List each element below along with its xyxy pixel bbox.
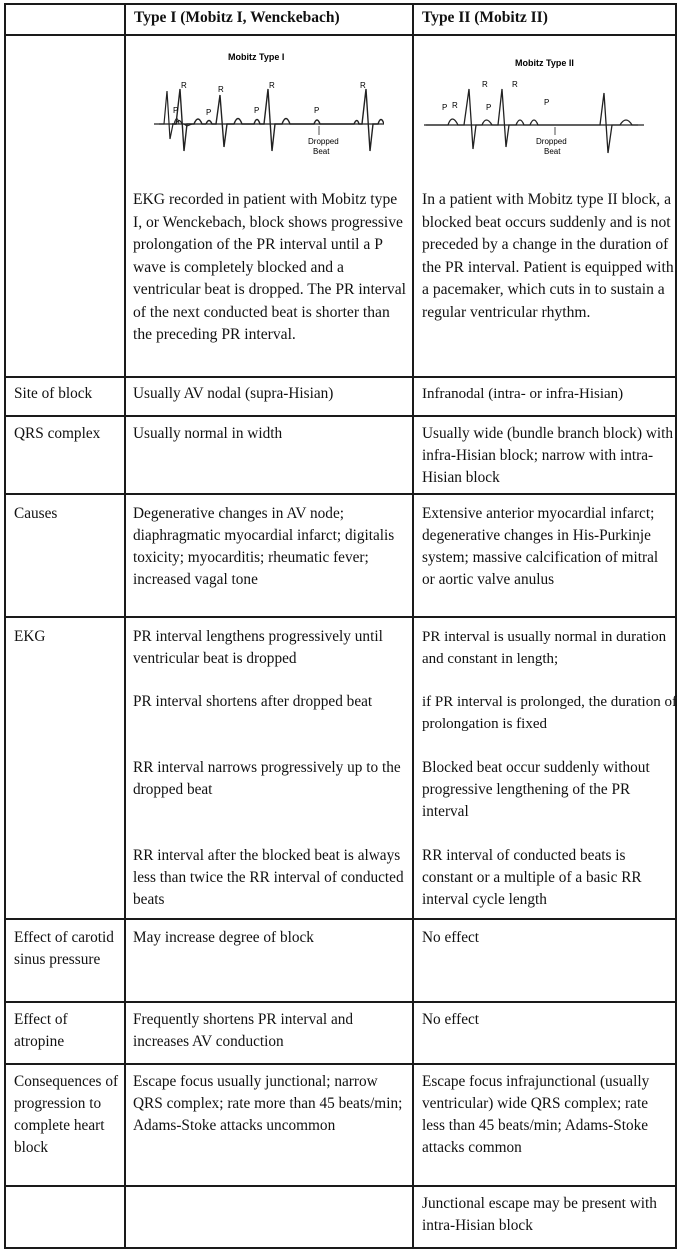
row-divider bbox=[4, 415, 677, 417]
causes-type-1: Degenerative changes in AV node; diaphragmatic myocardial infarct; digitalis toxicity; myocarditis; rheumatic fever; increased vagal tone bbox=[133, 505, 395, 588]
wave-label: R bbox=[482, 80, 488, 89]
site-of-block-type-2: Infranodal (intra- or infra-Hisian) bbox=[422, 386, 624, 402]
wave-label: R bbox=[452, 101, 458, 110]
row-divider bbox=[4, 493, 677, 495]
header-type-1: Type I (Mobitz I, Wenckebach) bbox=[134, 9, 340, 26]
dropped-beat-label: Beat bbox=[544, 147, 561, 156]
caption-type-2: In a patient with Mobitz type II block, a blocked beat occurs suddenly and is not preceded by a change in the duration of the PR interval. Patient is equipped with a pacemaker, which cuts in to sustain a regular ventricular rhythm. bbox=[422, 191, 674, 321]
ekg-type-2-item: if PR interval is prolonged, the duration of prolongation is fixed bbox=[422, 694, 677, 732]
row-label-atropine: Effect of atropine bbox=[14, 1011, 68, 1050]
ekg-type-1-item: PR interval lengthens progressively until ventricular beat is dropped bbox=[133, 628, 383, 667]
ekg-title-type-2: Mobitz Type II bbox=[515, 58, 574, 68]
qrs-complex-type-2: Usually wide (bundle branch block) with infra-Hisian block; narrow with intra-Hisian block bbox=[422, 425, 674, 486]
ekg-type-1-item: PR interval shortens after dropped beat bbox=[133, 693, 373, 710]
qrs-complex bbox=[247, 89, 294, 151]
wave-label: P bbox=[544, 98, 550, 107]
ekg-figure-mobitz-type-1 bbox=[154, 51, 384, 161]
ekg-type-2-item: RR interval of conducted beats is constant or a multiple of a basic RR interval cycle length bbox=[422, 847, 642, 908]
carotid-type-1: May increase degree of block bbox=[133, 929, 314, 946]
row-divider bbox=[4, 616, 677, 618]
consequences-type-1: Escape focus usually junctional; narrow QRS complex; rate more than 45 beats/min; Adams-Stoke attacks uncommon bbox=[133, 1073, 403, 1134]
comparison-table bbox=[4, 3, 677, 1249]
wave-label: R bbox=[512, 80, 518, 89]
row-label-qrs-complex: QRS complex bbox=[14, 425, 101, 442]
site-of-block-type-1: Usually AV nodal (supra-Hisian) bbox=[133, 385, 334, 402]
row-divider bbox=[4, 918, 677, 920]
atropine-type-1: Frequently shortens PR interval and increases AV conduction bbox=[133, 1011, 354, 1050]
row-divider bbox=[4, 34, 677, 36]
ekg-trace-type-2 bbox=[424, 53, 644, 163]
causes-type-2: Extensive anterior myocardial infarct; degenerative changes in His-Purkinje system; massive calcification of mitral or aortic valve anulus bbox=[422, 505, 659, 588]
ekg-figure-mobitz-type-2 bbox=[424, 53, 644, 163]
row-label-carotid-sinus-pressure: Effect of carotid sinus pressure bbox=[14, 929, 114, 968]
row-divider bbox=[4, 1185, 677, 1187]
wave-label: R bbox=[269, 81, 275, 90]
wave-label: P bbox=[173, 106, 179, 115]
wave-label: P bbox=[206, 108, 212, 117]
row-divider bbox=[4, 1063, 677, 1065]
row-divider bbox=[4, 1001, 677, 1003]
ekg-type-1-item: RR interval after the blocked beat is always less than twice the RR interval of conducted beats bbox=[133, 847, 404, 908]
wave-label: P bbox=[486, 103, 492, 112]
wave-label: P bbox=[254, 106, 260, 115]
wave-label: P bbox=[314, 106, 320, 115]
qrs-complex bbox=[206, 95, 247, 147]
ekg-wave bbox=[159, 91, 192, 139]
ekg-title-type-1: Mobitz Type I bbox=[228, 52, 285, 62]
row-label-consequences: Consequences of progression to complete heart block bbox=[14, 1073, 119, 1156]
header-type-2: Type II (Mobitz II) bbox=[422, 9, 548, 26]
qrs-complex bbox=[172, 89, 206, 151]
junctional-escape-note: Junctional escape may be present with intra-Hisian block bbox=[422, 1195, 657, 1234]
ekg-type-1-item: RR interval narrows progressively up to the dropped beat bbox=[133, 759, 401, 798]
ekg-wave bbox=[426, 89, 544, 149]
row-label-site-of-block: Site of block bbox=[14, 385, 93, 402]
wave-label: R bbox=[181, 81, 187, 90]
row-divider bbox=[4, 376, 677, 378]
dropped-beat-label: Beat bbox=[313, 147, 330, 156]
wave-label: R bbox=[360, 81, 366, 90]
wave-label: P bbox=[442, 103, 448, 112]
consequences-type-2: Escape focus infrajunctional (usually ventricular) wide QRS complex; rate less than 45 beats/min; Adams-Stoke attacks common bbox=[422, 1073, 650, 1156]
ekg-type-2-item: Blocked beat occur suddenly without progressive lengthening of the PR interval bbox=[422, 759, 650, 820]
qrs-complex-type-1: Usually normal in width bbox=[133, 425, 283, 442]
ekg-type-2-item: PR interval is usually normal in duration and constant in length; bbox=[422, 629, 667, 667]
row-label-ekg: EKG bbox=[14, 628, 46, 645]
table-border-top bbox=[4, 3, 677, 5]
wave-label: R bbox=[218, 85, 224, 94]
ekg-trace-type-1 bbox=[154, 51, 384, 161]
carotid-type-2: No effect bbox=[422, 929, 480, 946]
atropine-type-2: No effect bbox=[422, 1011, 480, 1028]
row-label-causes: Causes bbox=[14, 505, 58, 522]
dropped-beat-label: Dropped bbox=[308, 137, 339, 146]
caption-type-1: EKG recorded in patient with Mobitz type I, or Wenckebach, block shows progressive prolongation of the PR interval until a P wave is completely blocked and a ventricular beat is dropped. The PR interval of the next conducted beat is shorter than the preceding PR interval. bbox=[133, 191, 406, 343]
dropped-beat-label: Dropped bbox=[536, 137, 567, 146]
table-border-bottom bbox=[4, 1247, 677, 1249]
